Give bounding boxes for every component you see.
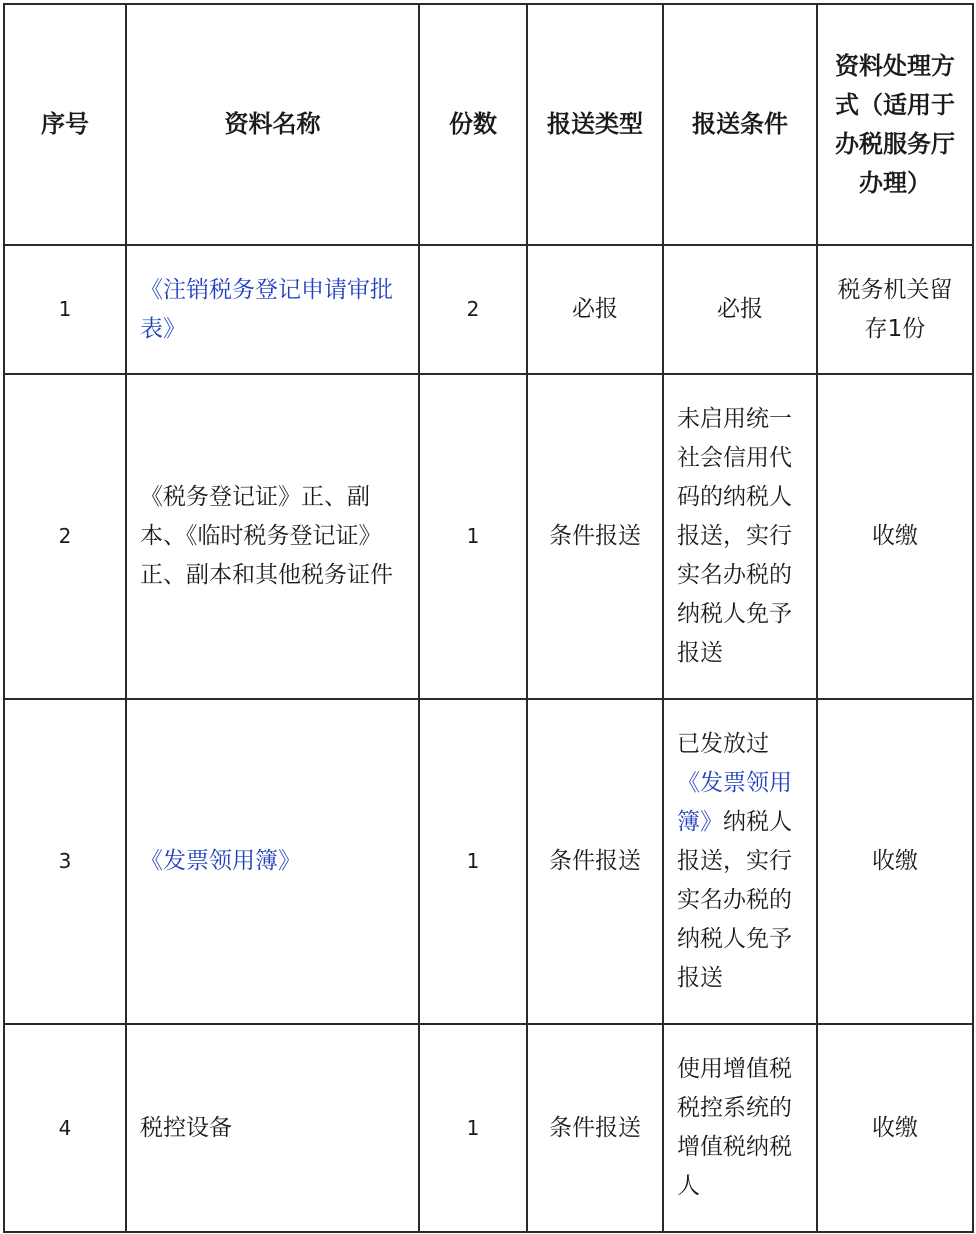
header-copies: 份数 [419,4,527,245]
header-index: 序号 [4,4,126,245]
table-row [4,1024,973,1232]
row-copies: 1 [419,374,527,699]
header-row [4,4,973,245]
materials-table [3,3,974,1233]
material-link[interactable]: 《注销税务登记申请审批表》 [140,276,393,342]
header-type: 报送类型 [527,4,663,245]
table-row [4,699,973,1024]
condition-link[interactable]: 《发票领用簿》 [677,770,792,835]
row-handling: 收缴 [817,374,973,699]
row-name: 《税务登记证》正、副本、《临时税务登记证》正、副本和其他税务证件 [126,374,419,699]
table-row [4,245,973,374]
header-handling: 资料处理方式（适用于办税服务厅办理） [817,4,973,245]
row-name: 税控设备 [126,1024,419,1232]
row-name [126,245,419,374]
row-index: 1 [4,245,126,374]
condition-prefix: 已发放过 [677,731,769,757]
row-type: 必报 [527,245,663,374]
row-type: 条件报送 [527,699,663,1024]
row-handling: 收缴 [817,699,973,1024]
row-condition: 未启用统一社会信用代码的纳税人报送，实行实名办税的纳税人免予报送 [663,374,817,699]
row-index: 3 [4,699,126,1024]
row-name [126,699,419,1024]
row-condition: 使用增值税税控系统的增值税纳税人 [663,1024,817,1232]
material-link[interactable]: 《发票领用簿》 [140,848,301,874]
row-index: 2 [4,374,126,699]
row-type: 条件报送 [527,374,663,699]
row-copies: 1 [419,699,527,1024]
table-row [4,374,973,699]
condition-suffix: 纳税人报送，实行实名办税的纳税人免予报送 [677,809,792,991]
row-copies: 2 [419,245,527,374]
row-condition [663,699,817,1024]
row-type: 条件报送 [527,1024,663,1232]
row-copies: 1 [419,1024,527,1232]
row-handling: 税务机关留存1份 [817,245,973,374]
row-index: 4 [4,1024,126,1232]
header-name: 资料名称 [126,4,419,245]
row-handling: 收缴 [817,1024,973,1232]
row-condition: 必报 [663,245,817,374]
header-condition: 报送条件 [663,4,817,245]
